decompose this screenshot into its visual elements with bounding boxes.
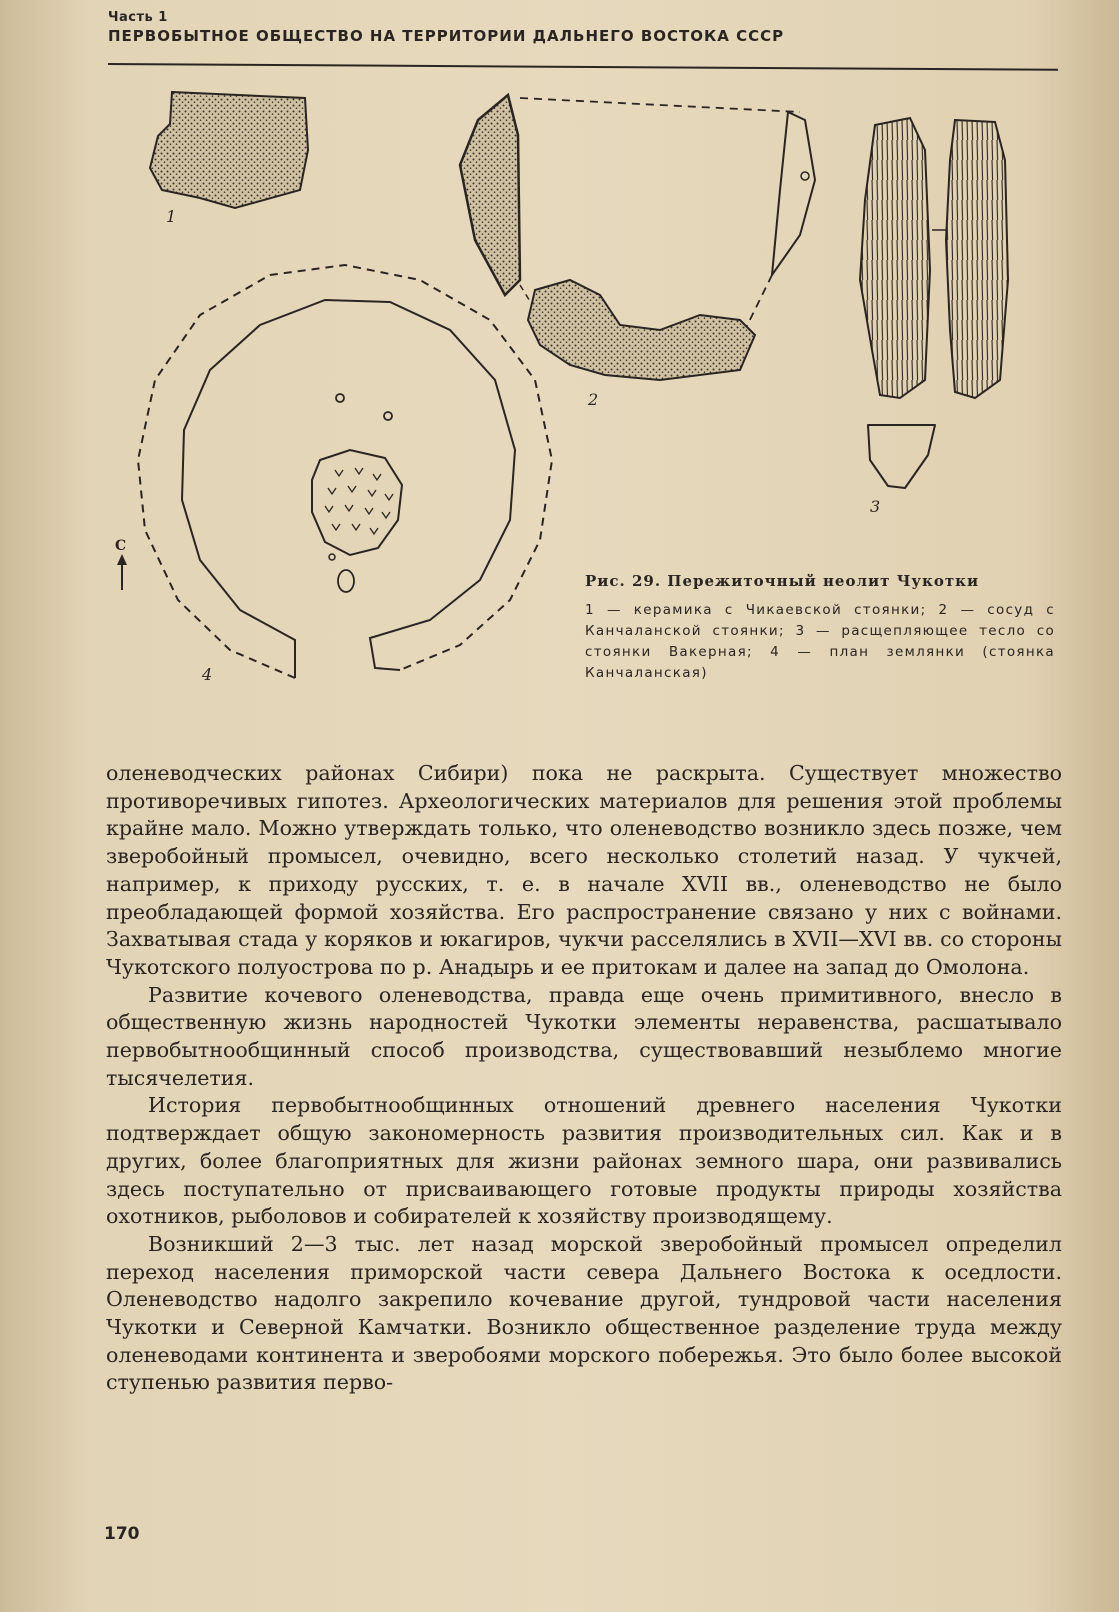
- caption-title: Рис. 29. Пережиточный неолит Чукотки: [585, 572, 980, 590]
- body-text: [106, 760, 1062, 1397]
- adze-drawing: [860, 118, 1008, 488]
- page-number: 170: [104, 1524, 140, 1544]
- figure-label-1: 1: [166, 207, 177, 226]
- paragraph: оленеводческих районах Сибири) пока не раскрыта. Существует множество противоречивых гипотез. Археологических материалов для решения этой проблемы крайне мало. Можно утверждать только, что оленеводство возникло здесь позже, чем зверобойный промысел, очевидно, всего несколько столетий назад. У чукчей, например, к приходу русских, т. е. в начале XVII вв., оленеводство не было преобладающей формой хозяйства. Его распространение связано у них с войнами. Захватывая стада у коряков и юкагиров, чукчи расселялись в XVII—XVI вв. со стороны Чукотского полуострова по р. Анадырь и ее притокам и далее на запад до Омолона.: [106, 761, 1062, 979]
- caption-text: 1 — керамика с Чикаевской стоянки; 2 — сосуд с Канчаланской стоянки; 3 — расщепляющее тесло со стоянки Вакерная; 4 — план землянки (стоянка Канчаланская): [585, 602, 1055, 681]
- vessel-drawing: [460, 95, 815, 380]
- paragraph: Развитие кочевого оленеводства, правда еще очень примитивного, внесло в общественную жизнь народностей Чукотки элементы неравенства, расшатывало первобытнообщинный способ производства, существовавший незыблемо многие тысячелетия.: [106, 982, 1062, 1090]
- part-title: ПЕРВОБЫТНОЕ ОБЩЕСТВО НА ТЕРРИТОРИИ ДАЛЬНЕГО ВОСТОКА СССР: [108, 27, 785, 45]
- paragraph: Возникший 2—3 тыс. лет назад морской зверобойный промысел определил переход населения приморской части севера Дальнего Востока к оседлости. Оленеводство надолго закрепило кочевание другой, тундровой части населения Чукотки и Северной Камчатки. Возникло общественное разделение труда между оленеводами континента и зверобоями морского побережья. Это было более высокой ступенью развития перво-: [106, 1231, 1062, 1395]
- running-head: [108, 10, 1058, 45]
- ceramic-fragment-drawing: [150, 92, 308, 208]
- figure-label-3: 3: [870, 497, 881, 516]
- north-label: С: [115, 538, 127, 554]
- north-arrow-icon: [117, 554, 127, 590]
- dugout-plan-drawing: [138, 265, 552, 678]
- header-rule: [108, 63, 1058, 71]
- part-label: Часть 1: [108, 10, 168, 25]
- figure-caption: [585, 572, 1055, 684]
- figure-label-4: 4: [202, 665, 213, 684]
- figure-label-2: 2: [588, 390, 599, 409]
- paragraph: История первобытнообщинных отношений древнего населения Чукотки подтверждает общую закономерность развития производительных сил. Как и в других, более благоприятных для жизни районах земного шара, они развивались здесь поступательно от присваивающего готовые продукты природы хозяйства охотников, рыболовов и собирателей к хозяйству производящему.: [106, 1093, 1062, 1229]
